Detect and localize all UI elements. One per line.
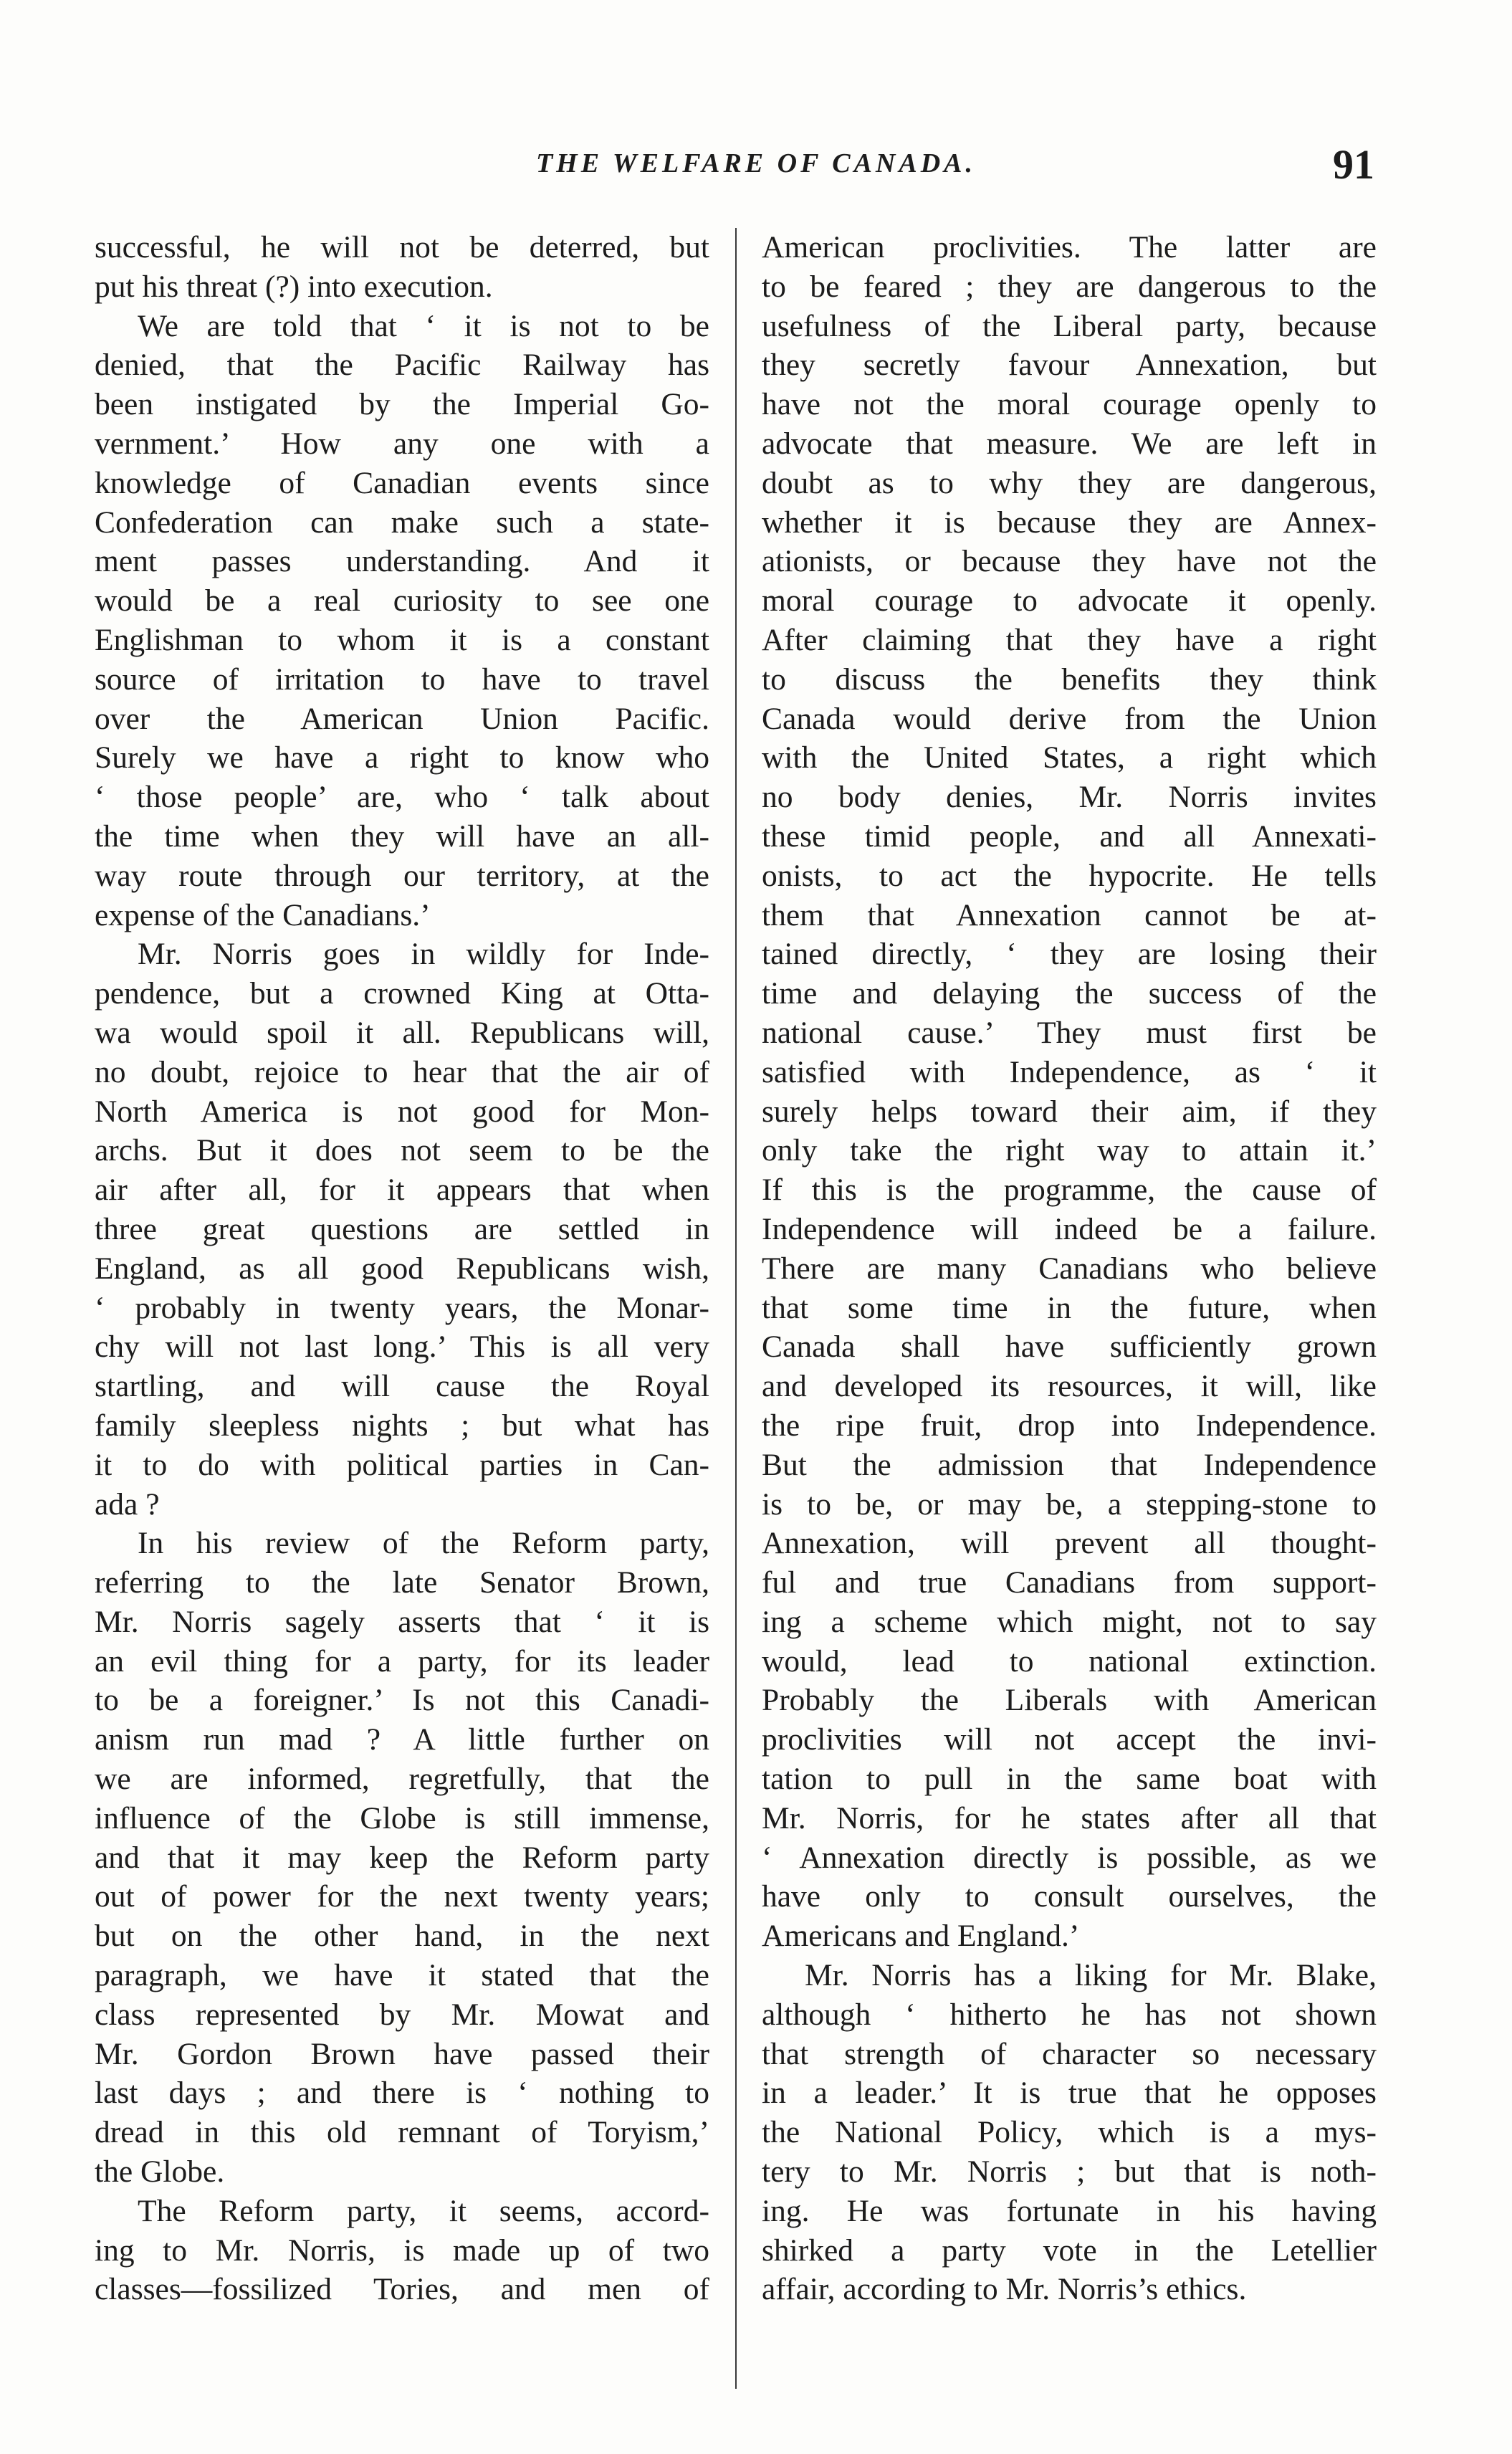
text-line: have only to consult ourselves, the: [762, 1879, 1377, 1914]
text-line: they secretly favour Annexation, but: [762, 348, 1377, 383]
text-line: three great questions are settled in: [95, 1211, 709, 1246]
column-divider: [735, 228, 737, 2389]
text-line: Americans and England.’: [762, 1919, 1080, 1954]
text-line: ment passes understanding. And it: [95, 544, 709, 579]
text-line: Annexation, will prevent all thought-: [762, 1526, 1377, 1561]
text-line: moral courage to advocate it openly.: [762, 583, 1377, 619]
text-line: The Reform party, it seems, accord-: [138, 2193, 709, 2228]
text-line: the ripe fruit, drop into Independence.: [762, 1408, 1377, 1443]
text-line: air after all, for it appears that when: [95, 1173, 709, 1208]
text-line: satisfied with Independence, as ‘ it: [762, 1054, 1377, 1089]
text-line: that some time in the future, when: [762, 1290, 1377, 1325]
text-line: the time when they will have an all-: [95, 818, 709, 854]
text-line: no body denies, Mr. Norris invites: [762, 780, 1377, 815]
text-line: pendence, but a crowned King at Otta-: [95, 976, 709, 1011]
text-line: but on the other hand, in the next: [95, 1919, 709, 1954]
text-line: Probably the Liberals with American: [762, 1683, 1377, 1718]
page-header: [0, 140, 1512, 198]
text-line: would be a real curiosity to see one: [95, 583, 709, 619]
text-line: an evil thing for a party, for its leader: [95, 1643, 709, 1679]
text-line: and that it may keep the Reform party: [95, 1840, 709, 1875]
text-line: Mr. Norris has a liking for Mr. Blake,: [805, 1958, 1377, 1993]
text-line: them that Annexation cannot be at-: [762, 897, 1377, 932]
text-line: ada ?: [95, 1486, 160, 1522]
text-line: ing a scheme which might, not to say: [762, 1604, 1377, 1639]
text-line: to be feared ; they are dangerous to the: [762, 269, 1377, 304]
text-line: put his threat (?) into execution.: [95, 269, 493, 304]
text-line: tained directly, ‘ they are losing their: [762, 937, 1377, 972]
text-line: vernment.’ How any one with a: [95, 426, 709, 461]
text-line: Canada would derive from the Union: [762, 701, 1377, 736]
text-line: we are informed, regretfully, that the: [95, 1762, 709, 1797]
text-line: whether it is because they are Annex-: [762, 505, 1377, 540]
text-line: After claiming that they have a right: [762, 622, 1377, 657]
text-line: ing. He was fortunate in his having: [762, 2193, 1377, 2228]
text-line: If this is the programme, the cause of: [762, 1173, 1377, 1208]
text-line: successful, he will not be deterred, but: [95, 230, 709, 264]
text-line: surely helps toward their aim, if they: [762, 1094, 1377, 1129]
text-line: the National Policy, which is a mys-: [762, 2115, 1377, 2150]
text-line: In his review of the Reform party,: [138, 1526, 709, 1561]
text-line: But the admission that Independence: [762, 1447, 1377, 1482]
text-line: ful and true Canadians from support-: [762, 1565, 1377, 1600]
text-line: Mr. Gordon Brown have passed their: [95, 2036, 709, 2071]
text-line: shirked a party vote in the Letellier: [762, 2233, 1377, 2268]
text-line: these timid people, and all Annexati-: [762, 818, 1377, 854]
text-line: dread in this old remnant of Toryism,’: [95, 2115, 709, 2150]
text-line: Surely we have a right to know who: [95, 740, 709, 775]
text-line: Canada shall have sufficiently grown: [762, 1329, 1377, 1365]
text-line: been instigated by the Imperial Go-: [95, 387, 709, 422]
text-line: wa would spoil it all. Republicans will,: [95, 1015, 709, 1050]
text-line: way route through our territory, at the: [95, 858, 709, 893]
text-line: American proclivities. The latter are: [762, 230, 1377, 264]
text-line: proclivities will not accept the invi-: [762, 1722, 1377, 1757]
text-line: only take the right way to attain it.’: [762, 1133, 1377, 1168]
text-line: England, as all good Republicans wish,: [95, 1251, 709, 1286]
text-line: ‘ those people’ are, who ‘ talk about: [95, 780, 709, 815]
text-line: archs. But it does not seem to be the: [95, 1133, 709, 1168]
text-line: to discuss the benefits they think: [762, 662, 1377, 697]
text-line: although ‘ hitherto he has not shown: [762, 1997, 1377, 2032]
text-line: have not the moral courage openly to: [762, 387, 1377, 422]
page-number: 91: [1333, 141, 1374, 188]
text-line: Mr. Norris sagely asserts that ‘ it is: [95, 1604, 709, 1639]
text-line: and developed its resources, it will, like: [762, 1369, 1377, 1404]
text-line: ationists, or because they have not the: [762, 544, 1377, 579]
text-line: family sleepless nights ; but what has: [95, 1408, 709, 1443]
text-line: would, lead to national extinction.: [762, 1643, 1377, 1679]
text-line: out of power for the next twenty years;: [95, 1879, 709, 1914]
text-line: referring to the late Senator Brown,: [95, 1565, 709, 1600]
text-line: advocate that measure. We are left in: [762, 426, 1377, 461]
text-line: classes—fossilized Tories, and men of: [95, 2272, 709, 2307]
text-line: in a leader.’ It is true that he opposes: [762, 2076, 1377, 2111]
text-line: There are many Canadians who believe: [762, 1251, 1377, 1286]
text-line: Englishman to whom it is a constant: [95, 622, 709, 657]
text-line: the Globe.: [95, 2154, 225, 2190]
text-line: affair, according to Mr. Norris’s ethics.: [762, 2272, 1247, 2307]
left-column: [95, 228, 709, 2309]
text-line: denied, that the Pacific Railway has: [95, 348, 709, 383]
text-line: expense of the Canadians.’: [95, 897, 431, 932]
text-line: doubt as to why they are dangerous,: [762, 465, 1377, 500]
running-title: THE WELFARE OF CANADA.: [535, 148, 977, 178]
text-line: usefulness of the Liberal party, because: [762, 308, 1377, 343]
text-line: paragraph, we have it stated that the: [95, 1958, 709, 1993]
text-line: it to do with political parties in Can-: [95, 1447, 709, 1482]
text-line: onists, to act the hypocrite. He tells: [762, 858, 1377, 893]
text-line: last days ; and there is ‘ nothing to: [95, 2076, 709, 2111]
text-line: with the United States, a right which: [762, 740, 1377, 775]
text-line: source of irritation to have to travel: [95, 662, 709, 697]
text-line: is to be, or may be, a stepping-stone to: [762, 1486, 1377, 1522]
text-line: Confederation can make such a state-: [95, 505, 709, 540]
text-line: influence of the Globe is still immense,: [95, 1800, 709, 1835]
text-line: tation to pull in the same boat with: [762, 1762, 1377, 1797]
text-line: knowledge of Canadian events since: [95, 465, 709, 500]
text-line: startling, and will cause the Royal: [95, 1369, 709, 1404]
text-line: that strength of character so necessary: [762, 2036, 1377, 2071]
text-line: anism run mad ? A little further on: [95, 1722, 709, 1757]
text-line: ‘ Annexation directly is possible, as we: [762, 1840, 1377, 1875]
text-line: no doubt, rejoice to hear that the air of: [95, 1054, 709, 1089]
right-column: [762, 228, 1377, 2309]
text-line: tery to Mr. Norris ; but that is noth-: [762, 2154, 1377, 2190]
text-line: North America is not good for Mon-: [95, 1094, 709, 1129]
text-line: Mr. Norris goes in wildly for Inde-: [138, 937, 709, 972]
text-line: class represented by Mr. Mowat and: [95, 1997, 709, 2032]
text-line: ‘ probably in twenty years, the Monar-: [95, 1290, 709, 1325]
text-line: Mr. Norris, for he states after all that: [762, 1800, 1377, 1835]
text-line: time and delaying the success of the: [762, 976, 1377, 1011]
text-line: to be a foreigner.’ Is not this Canadi-: [95, 1683, 709, 1718]
text-line: national cause.’ They must first be: [762, 1015, 1377, 1050]
text-line: chy will not last long.’ This is all very: [95, 1329, 709, 1365]
text-line: over the American Union Pacific.: [95, 701, 709, 736]
text-line: ing to Mr. Norris, is made up of two: [95, 2233, 709, 2268]
text-line: We are told that ‘ it is not to be: [138, 308, 709, 343]
text-line: Independence will indeed be a failure.: [762, 1211, 1377, 1246]
